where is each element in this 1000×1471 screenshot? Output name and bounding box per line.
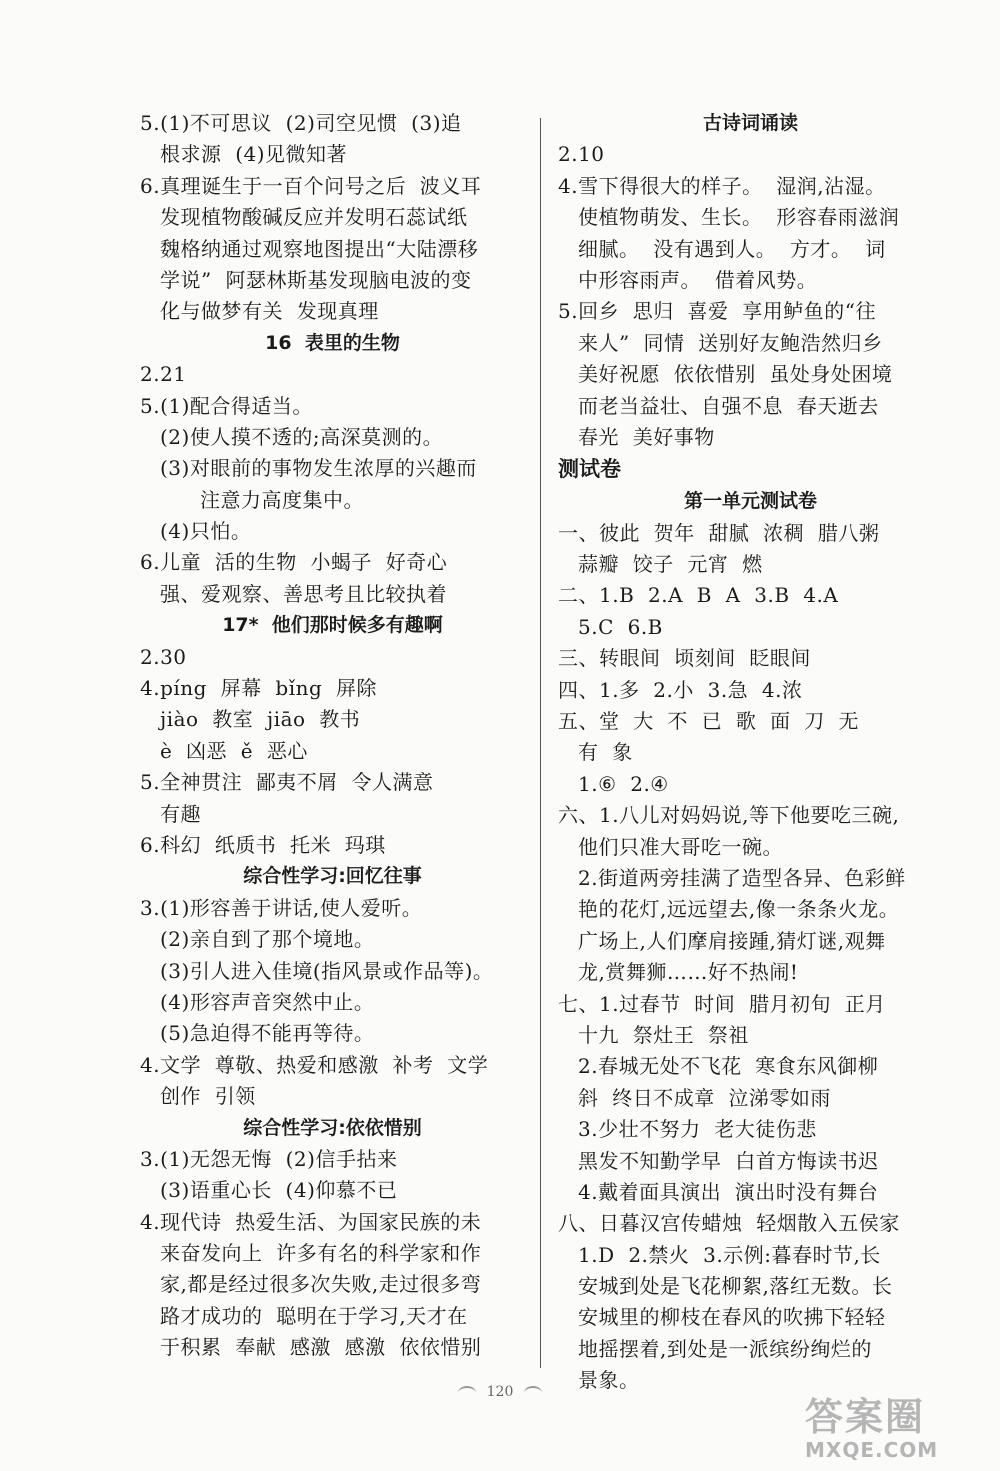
answer-line: 5.(1)配合得适当。: [140, 393, 313, 418]
answer-line: 2.10: [558, 142, 605, 167]
answer-line: 2.春城无处不飞花 寒食东风御柳: [578, 1054, 879, 1079]
answer-line: 魏格纳通过观察地图提出“大陆漂移: [160, 236, 479, 261]
answer-line: è 凶恶 ě 恶心: [160, 738, 308, 763]
answer-line: 来奋发向上 许多有名的科学家和作: [160, 1241, 482, 1266]
answer-line: 中形容雨声。 借着风势。: [578, 267, 818, 292]
answer-line: 广场上,人们摩肩接踵,猜灯谜,观舞: [578, 928, 886, 953]
answer-line: 学说” 阿瑟林斯基发现脑电波的变: [160, 267, 472, 292]
answer-line: 地摇摆着,到处是一派缤纷绚烂的: [578, 1336, 872, 1361]
answer-line: 4.雪下得很大的样子。 湿润,沾湿。: [558, 173, 886, 198]
answer-line: 蒜瓣 饺子 元宵 燃: [578, 552, 763, 577]
answer-line: 发现植物酸碱反应并发明石蕊试纸: [160, 205, 468, 230]
answer-line: 3.(1)形容善于讲话,使人爱听。: [140, 895, 423, 920]
answer-line: 于积累 奉献 感激 感激 依依惜别: [160, 1335, 482, 1360]
watermark-url: MXQE.COM: [805, 1438, 939, 1462]
answer-line: 4.戴着面具演出 演出时没有舞台: [578, 1179, 879, 1204]
answer-line: 5.C 6.B: [578, 614, 663, 639]
answer-line: (3)对眼前的事物发生浓厚的兴趣而: [160, 456, 477, 481]
page-ornament-right: [524, 1386, 542, 1400]
answer-line: 春光 美好事物: [578, 424, 715, 449]
answer-line: 1.⑥ 2.④: [578, 771, 669, 796]
section-heading: 综合性学习:回忆往事: [243, 865, 422, 888]
answer-line: 一、彼此 贺年 甜腻 浓稠 腊八粥: [558, 520, 880, 545]
answer-line: (3)语重心长 (4)仰慕不已: [160, 1178, 398, 1203]
answer-line: 根求源 (4)见微知著: [160, 142, 348, 167]
answer-line: 3.少壮不努力 老大徒伤悲: [578, 1117, 817, 1142]
page-number: [470, 1378, 530, 1406]
answer-line: 化与做梦有关 发现真理: [160, 299, 379, 324]
answer-line: (2)亲自到了那个境地。: [160, 927, 375, 952]
answer-line: 五、堂 大 不 已 歌 面 刀 无: [558, 709, 860, 734]
section-heading: 16 表里的生物: [265, 331, 400, 354]
column-divider: [540, 118, 541, 1368]
answer-line: 二、1.B 2.A B A 3.B 4.A: [558, 583, 839, 608]
answer-line: 斜 终日不成章 泣涕零如雨: [578, 1085, 831, 1110]
answer-line: 安城到处是飞花柳絮,落红无数。长: [578, 1274, 893, 1299]
answer-line: 十九 祭灶王 祭祖: [578, 1022, 749, 1047]
answer-line: 细腻。 没有遇到人。 方才。 词: [578, 236, 886, 261]
answer-line: 5.全神贯注 鄙夷不屑 令人满意: [140, 770, 434, 795]
answer-line: (4)只怕。: [160, 519, 252, 544]
page-ornament-left: [458, 1386, 476, 1400]
answer-line: 他们只准大哥吃一碗。: [578, 834, 783, 859]
right-column: [558, 108, 943, 1397]
section-heading: 综合性学习:依依惜别: [243, 1116, 422, 1139]
answer-line: 艳的花灯,远远望去,像一条条火龙。: [578, 897, 900, 922]
watermark-logo: 答案圈: [805, 1395, 926, 1439]
answer-line: 4.现代诗 热爱生活、为国家民族的未: [140, 1209, 482, 1234]
answer-line: 4.píng 屏幕 bǐng 屏除: [140, 676, 377, 701]
section-title: 测试卷: [558, 457, 621, 482]
answer-line: 1.D 2.禁火 3.示例:暮春时节,长: [578, 1242, 881, 1267]
answer-line: 有 象: [578, 740, 633, 765]
page-number-text: 120: [486, 1384, 514, 1400]
answer-line: 安城里的柳枝在春风的吹拂下轻轻: [578, 1305, 886, 1330]
answer-line: 3.(1)无怨无悔 (2)信手拈来: [140, 1146, 398, 1171]
answer-line: 4.文学 尊敬、热爱和感激 补考 文学: [140, 1052, 489, 1077]
answer-line: 2.21: [140, 362, 187, 387]
answer-line: 创作 引领: [160, 1084, 256, 1109]
answer-line: 四、1.多 2.小 3.急 4.浓: [558, 677, 803, 702]
answer-line: (5)急迫得不能再等待。: [160, 1021, 375, 1046]
left-column: [140, 108, 525, 1364]
answer-line: 2.30: [140, 644, 187, 669]
answer-line: 三、转眼间 顷刻间 眨眼间: [558, 646, 811, 671]
answer-line: 注意力高度集中。: [200, 487, 364, 512]
answer-line: 5.(1)不可思议 (2)司空见惯 (3)追: [140, 111, 462, 135]
answer-line: 来人” 同情 送别好友鲍浩然归乡: [578, 330, 883, 355]
section-heading: 古诗词诵读: [702, 112, 798, 134]
answer-line: 八、日暮汉宫传蜡烛 轻烟散入五侯家: [558, 1211, 900, 1236]
answer-line: 黑发不知勤学早 白首方悔读书迟: [578, 1148, 879, 1173]
watermark: [805, 1395, 985, 1465]
answer-line: (2)使人摸不透的;高深莫测的。: [160, 424, 444, 449]
answer-line: 6.真理诞生于一百个问号之后 波义耳: [140, 173, 482, 198]
answer-line: 七、1.过春节 时间 腊月初旬 正月: [558, 991, 886, 1016]
section-heading: 17* 他们那时候多有趣啊: [222, 614, 443, 637]
answer-line: 龙,赏舞狮……好不热闹!: [578, 960, 799, 985]
answer-line: 有趣: [160, 801, 201, 826]
answer-line: (4)形容声音突然中止。: [160, 989, 375, 1014]
answer-line: 六、1.八儿对妈妈说,等下他要吃三碗,: [558, 803, 900, 828]
answer-line: jiào 教室 jiāo 教书: [160, 707, 361, 732]
answer-line: 路才成功的 聪明在于学习,天才在: [160, 1303, 468, 1328]
answer-line: 使植物萌发、生长。 形容春雨滋润: [578, 205, 900, 230]
answer-line: 5.回乡 思归 喜爱 享用鲈鱼的“往: [558, 299, 876, 324]
answer-line: 强、爱观察、善思考且比较执着: [160, 581, 447, 606]
section-heading: 第一单元测试卷: [683, 490, 817, 513]
answer-line: 景象。: [578, 1368, 640, 1393]
answer-line: 6.儿童 活的生物 小蝎子 好奇心: [140, 550, 448, 575]
answer-line: (3)引人进入佳境(指风景或作品等)。: [160, 958, 494, 983]
answer-line: 美好祝愿 依依惜别 虽处身处困境: [578, 362, 893, 387]
answer-line: 6.科幻 纸质书 托米 玛琪: [140, 832, 386, 857]
answer-line: 2.街道两旁挂满了造型各异、色彩鲜: [578, 865, 906, 890]
answer-line: 家,都是经过很多次失败,走过很多弯: [160, 1272, 482, 1297]
answer-line: 而老当益壮、自强不息 春天逝去: [578, 393, 879, 418]
